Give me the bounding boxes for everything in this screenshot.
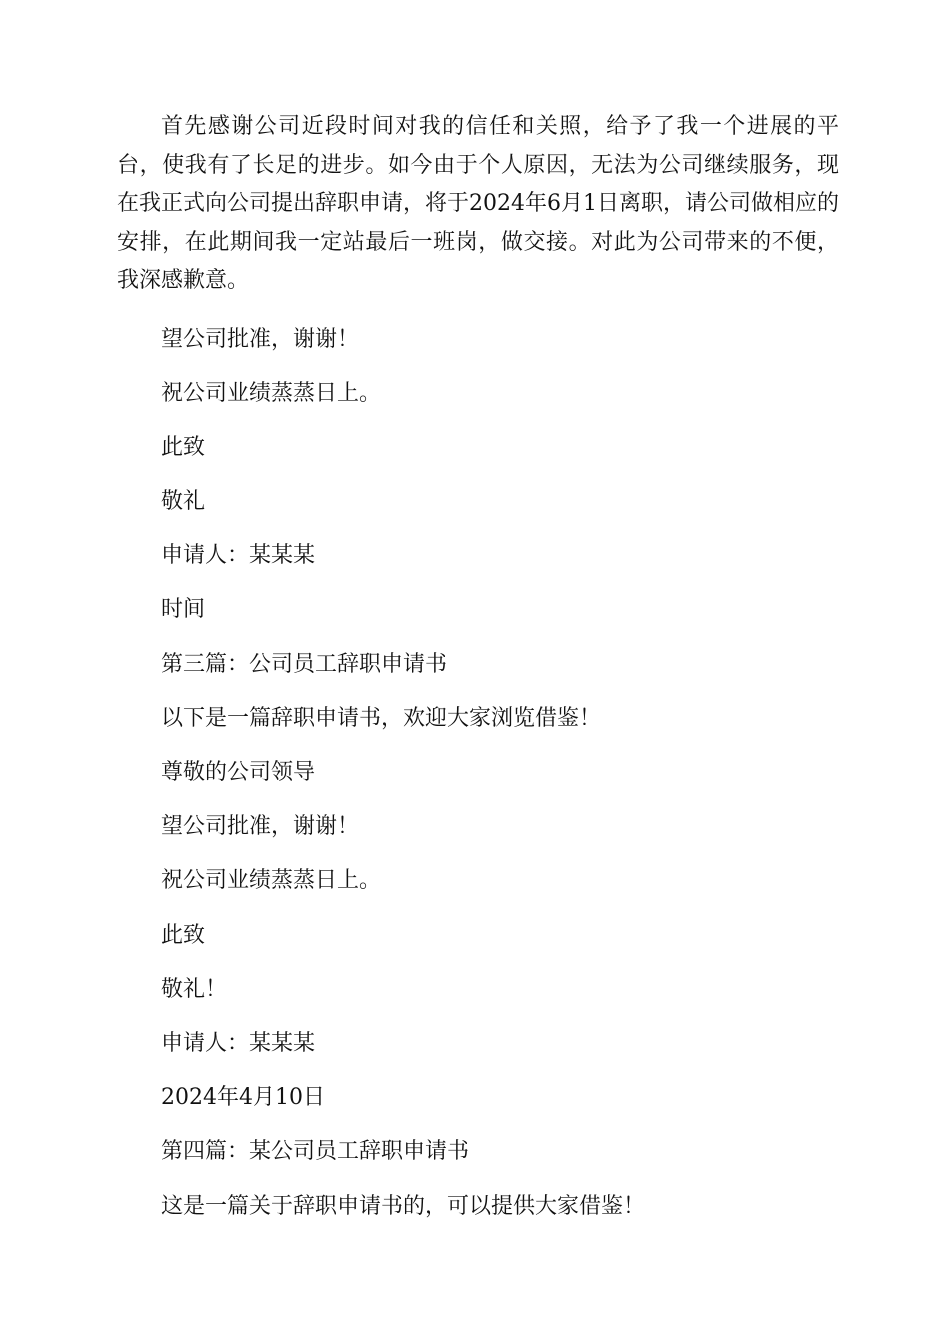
text-line-applicant: 申请人：某某某 [161,543,316,569]
document-page [117,108,839,1234]
text-line-jingli-2: 敬礼！ [161,976,228,1002]
text-line-wishes: 祝公司业绩蒸蒸日上。 [161,380,382,406]
text-line-date: 2024年4月10日 [161,1085,325,1111]
intro-paragraph: 首先感谢公司近段时间对我的信任和关照，给予了我一个进展的平台，使我有了长足的进步。如今由于个人原因，无法为公司继续服务，现在我正式向公司提出辞职申请，将于2024年6月1日离职，请公司做相应的安排，在此期间我一定站最后一班岗，做交接。对此为公司带来的不便，我深感歉意。 [117,114,839,293]
text-line-wishes-2: 祝公司业绩蒸蒸日上。 [161,868,382,894]
section-heading-third: 第三篇：公司员工辞职申请书 [161,651,448,677]
text-line-intro-third: 以下是一篇辞职申请书，欢迎大家浏览借鉴！ [161,705,602,731]
text-line-approval: 望公司批准，谢谢！ [161,326,360,352]
text-line-intro-fourth: 这是一篇关于辞职申请书的，可以提供大家借鉴！ [161,1193,646,1219]
text-line-jingli: 敬礼 [161,489,206,515]
text-line-approval-2: 望公司批准，谢谢！ [161,814,360,840]
section-heading-fourth: 第四篇：某公司员工辞职申请书 [161,1139,470,1165]
text-line-time: 时间 [161,597,206,623]
text-line-cizhi: 此致 [161,434,206,460]
text-line-salutation: 尊敬的公司领导 [161,760,316,785]
text-line-applicant-2: 申请人：某某某 [161,1030,316,1056]
text-line-cizhi-2: 此致 [161,922,206,948]
